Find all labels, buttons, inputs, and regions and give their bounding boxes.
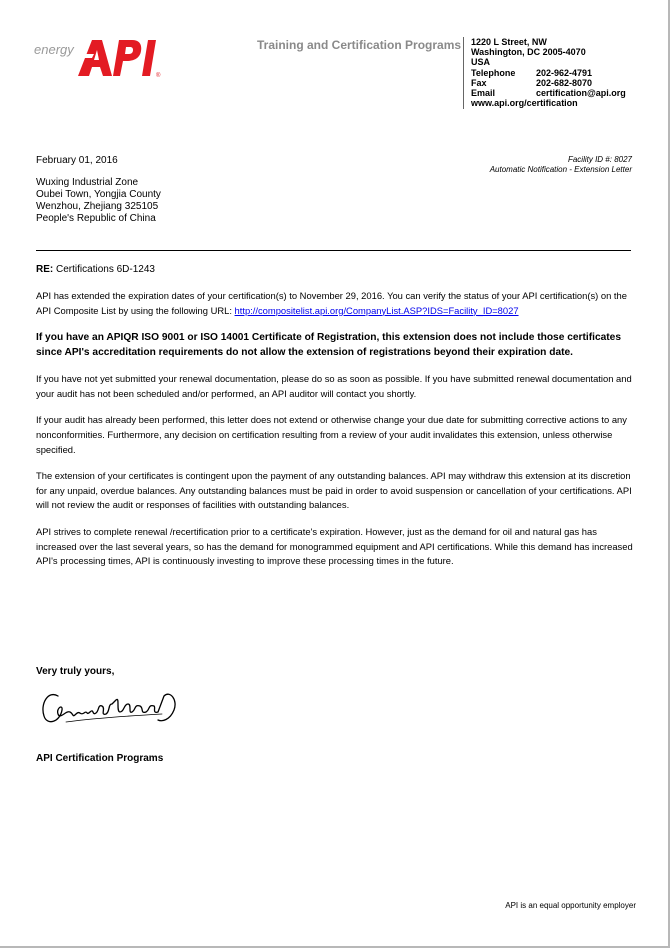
- recipient-address: [36, 177, 161, 225]
- contact-telephone-row: [471, 68, 626, 78]
- address-line: Wuxing Industrial Zone: [36, 177, 139, 188]
- horizontal-rule: [36, 250, 631, 251]
- facility-info: [490, 155, 632, 175]
- contact-country: USA: [471, 57, 491, 68]
- letter-date: February 01, 2016: [36, 155, 118, 166]
- api-logo: [34, 34, 164, 84]
- contact-street: 1220 L Street, NW: [471, 37, 547, 47]
- closing: Very truly yours,: [36, 666, 115, 677]
- letter-body: [36, 264, 633, 581]
- email-value: certification@api.org: [536, 88, 626, 99]
- header-title: Training and Certification Programs: [257, 38, 462, 52]
- paragraph-extension-text: API has extended the expiration dates of your certification(s) to November 29, 2016. You can verify the status of your API certification(s) on the API Composite List by using the following URL:: [36, 290, 627, 316]
- footer-text: API is an equal opportunity employer: [505, 901, 636, 910]
- address-line: Oubei Town, Yongjia County: [36, 189, 161, 200]
- facility-id: Facility ID #: 8027: [567, 155, 632, 164]
- paragraph-extension: [36, 289, 633, 318]
- paragraph-renewal: If you have not yet submitted your renewal documentation, please do so as soon as possible. If you have submitted renewal documentation and your audit has not been scheduled and/or performed, an API auditor will contact you shortly.: [36, 373, 632, 399]
- subject-line: [36, 264, 633, 275]
- contact-website: www.api.org/certification: [471, 98, 578, 109]
- paragraph-iso-notice: If you have an APIQR ISO 9001 or ISO 14001 Certificate of Registration, this extension does not include those certificates since API's accreditation requirements do not allow the extension of registrations beyond their expiration date.: [36, 332, 621, 359]
- signatory-organization: API Certification Programs: [36, 753, 164, 764]
- address-line: Wenzhou, Zhejiang 325105: [36, 201, 159, 212]
- notification-type: Automatic Notification - Extension Letter: [489, 165, 632, 174]
- telephone-value: 202-962-4791: [536, 67, 593, 78]
- fax-label: Fax: [471, 77, 487, 88]
- contact-block: [471, 37, 626, 108]
- contact-city: Washington, DC 2005-4070: [471, 47, 586, 58]
- contact-email-row: [471, 88, 626, 98]
- contact-fax-row: [471, 78, 626, 88]
- fax-value: 202-682-8070: [536, 77, 593, 88]
- re-label: RE:: [36, 264, 54, 275]
- composite-list-link[interactable]: http://compositelist.api.org/CompanyList.ASP?IDS=Facility_ID=8027: [234, 304, 519, 316]
- signature: [36, 682, 186, 734]
- header-divider: [463, 37, 464, 109]
- paragraph-audit: If your audit has already been performed, this letter does not extend or otherwise change your due date for submitting corrective actions to any nonconformities. Furthermore, any decision on certification resulting from a review of your audit invalidates this extension, unless otherwise specified.: [36, 414, 627, 455]
- re-text: Certifications 6D-1243: [56, 264, 155, 275]
- paragraph-processing: API strives to complete renewal /recertification prior to a certificate's expiration. However, just as the demand for oil and natural gas has increased over the last several years, so has the demand for monogrammed equipment and API certifications. While this demand has increased API's processing times, API is continuously investing to improve these processing times in the future.: [36, 525, 633, 567]
- telephone-label: Telephone: [471, 67, 516, 78]
- email-label: Email: [471, 88, 496, 99]
- svg-text:energy: energy: [34, 42, 74, 57]
- svg-text:®: ®: [156, 73, 161, 79]
- paragraph-balances: The extension of your certificates is contingent upon the payment of any outstanding balances. API may withdraw this extension at its discretion for any unpaid, overdue balances. Any outstanding balances must be paid in order to avoid suspension or cancellation of your certifications. API will not review the audit or responses of facilities with outstanding balances.: [36, 470, 632, 511]
- address-line: People's Republic of China: [36, 213, 156, 224]
